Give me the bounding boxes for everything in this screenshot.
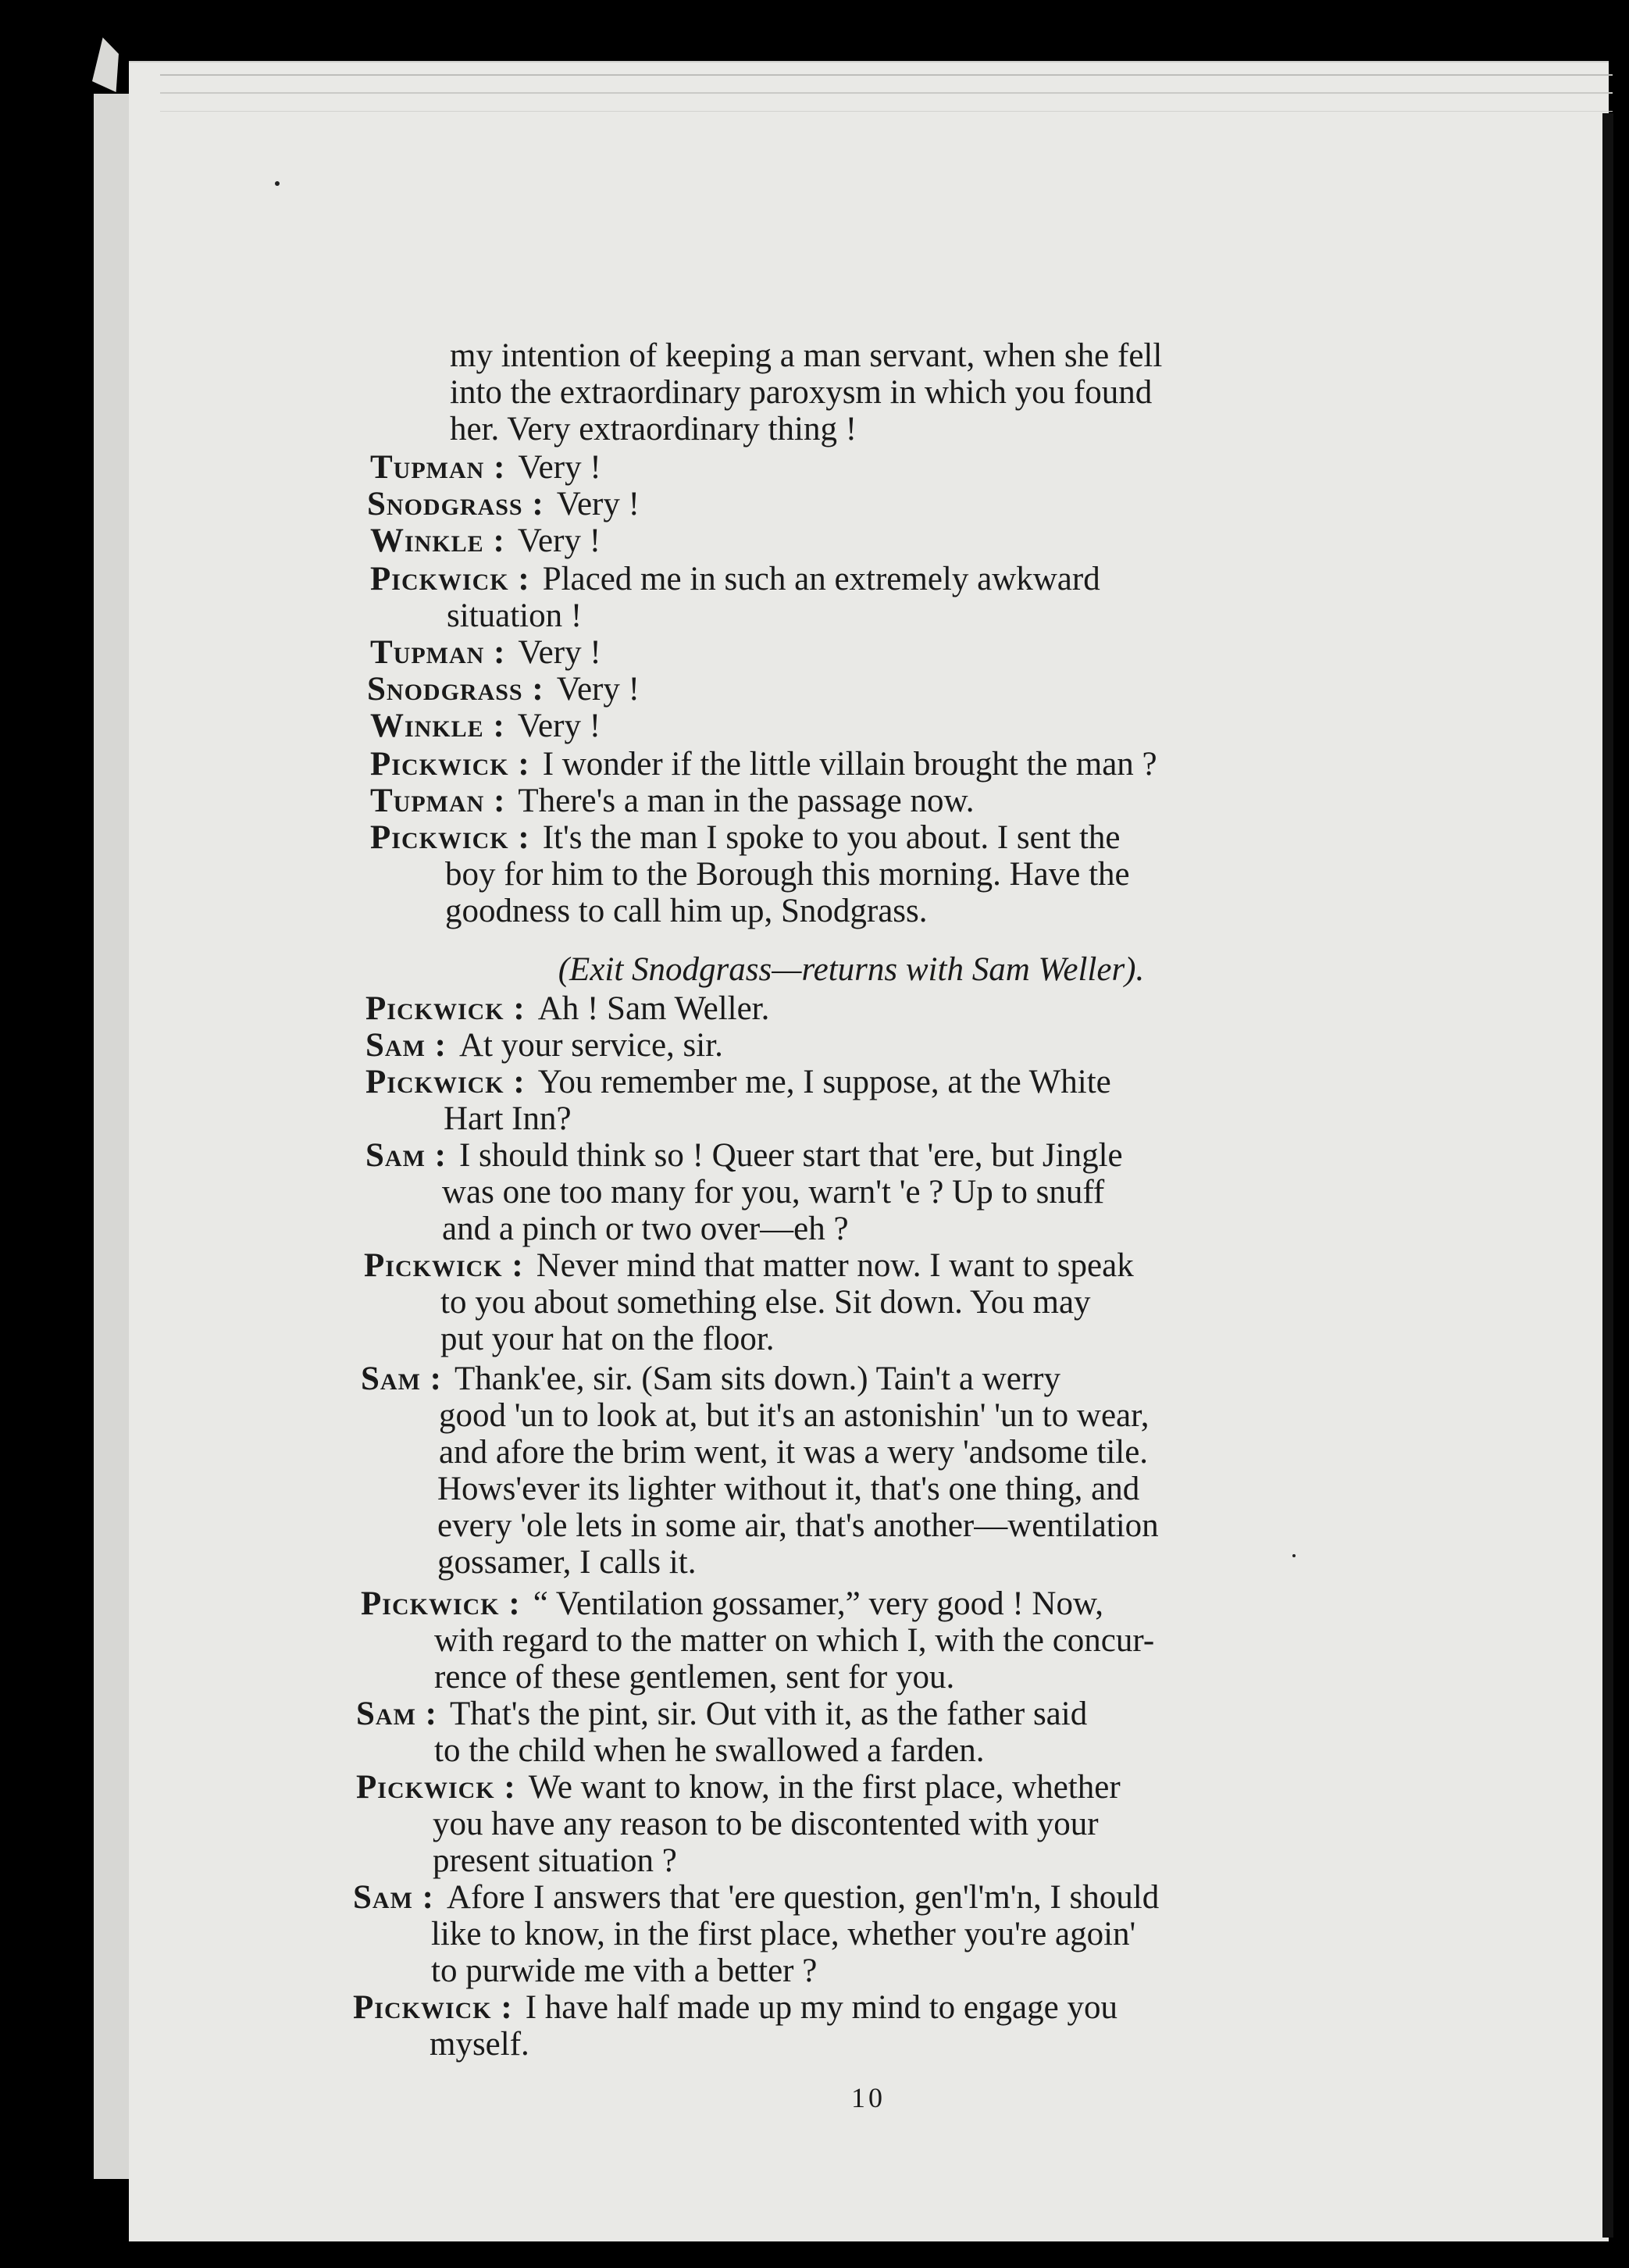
speaker-name: Pickwick : <box>365 1064 526 1100</box>
dialogue-text: I have half made up my mind to engage you <box>525 1989 1117 2026</box>
script-line <box>444 1100 572 1137</box>
dialogue-text: Placed me in such an extremely awkward <box>542 561 1100 597</box>
script-line <box>353 1989 1117 2026</box>
dialogue-text: and afore the brim went, it was a wery 'andsome tile. <box>439 1434 1149 1471</box>
dialogue-text: put your hat on the floor. <box>440 1321 775 1357</box>
speaker-name: Tupman : <box>370 449 506 486</box>
dialogue-text: You remember me, I suppose, at the White <box>537 1064 1111 1100</box>
dialogue-text: Very ! <box>556 671 640 708</box>
speaker-name: Winkle : <box>370 708 505 744</box>
script-line <box>434 1659 954 1696</box>
dialogue-text: gossamer, I calls it. <box>437 1544 697 1581</box>
dialogue-text: Very ! <box>518 634 601 671</box>
speaker-name: Sam : <box>365 1137 447 1174</box>
speaker-name: Pickwick : <box>353 1989 513 2026</box>
speaker-name: Pickwick : <box>361 1585 521 1622</box>
script-line <box>370 783 974 819</box>
dialogue-text: It's the man I spoke to you about. I sent the <box>542 819 1121 856</box>
script-line <box>440 1284 1091 1321</box>
speaker-name: Sam : <box>365 1027 447 1064</box>
script-line <box>370 449 601 486</box>
script-line <box>430 2026 529 2063</box>
script-line <box>433 1842 677 1879</box>
script-line <box>353 1879 1159 1916</box>
speaker-name: Snodgrass : <box>367 486 544 522</box>
script-line <box>370 819 1121 856</box>
script-line <box>445 856 1130 893</box>
script-line <box>365 990 769 1027</box>
dialogue-text: to purwide me vith a better ? <box>431 1952 818 1989</box>
script-line <box>367 671 640 708</box>
script-line <box>450 337 1162 374</box>
script-line <box>431 1952 817 1989</box>
dialogue-text: At your service, sir. <box>458 1027 723 1064</box>
script-line <box>439 1397 1150 1434</box>
script-line <box>365 1027 723 1064</box>
dialogue-text: good 'un to look at, but it's an astonishin' 'un to wear, <box>439 1397 1150 1434</box>
dialogue-text: situation ! <box>447 597 583 634</box>
dialogue-text: my intention of keeping a man servant, when she fell <box>450 337 1163 374</box>
script-line <box>431 1916 1135 1952</box>
speaker-name: Pickwick : <box>356 1769 516 1806</box>
dialogue-text: to you about something else. Sit down. You may <box>440 1284 1091 1321</box>
script-line <box>434 1622 1154 1659</box>
script-line <box>437 1544 696 1581</box>
dialogue-text: her. Very extraordinary thing ! <box>450 411 857 448</box>
script-line <box>445 893 928 929</box>
dialogue-text: boy for him to the Borough this morning. Have the <box>445 856 1130 893</box>
dialogue-text: like to know, in the first place, whether you're agoin' <box>431 1916 1136 1952</box>
dialogue-text: That's the pint, sir. Out vith it, as the father said <box>449 1696 1088 1732</box>
script-line <box>447 597 582 634</box>
script-line <box>356 1769 1121 1806</box>
dialogue-text: goodness to call him up, Snodgrass. <box>445 893 928 929</box>
script-line <box>439 1434 1148 1471</box>
script-line <box>450 411 857 448</box>
dialogue-text: Very ! <box>518 449 601 486</box>
script-line <box>367 486 640 522</box>
dialogue-text: Ah ! Sam Weller. <box>537 990 770 1027</box>
speaker-name: Pickwick : <box>364 1247 524 1284</box>
script-line <box>370 634 601 671</box>
speaker-name: Pickwick : <box>370 746 530 783</box>
script-line <box>370 746 1157 783</box>
stage-direction: (Exit Snodgrass—returns with Sam Weller). <box>558 951 1145 988</box>
dialogue-text: Very ! <box>556 486 640 522</box>
script-line <box>370 522 601 559</box>
script-line <box>370 561 1100 597</box>
speaker-name: Pickwick : <box>370 819 530 856</box>
script-line <box>442 1174 1104 1211</box>
dialogue-text: Hows'ever its lighter without it, that's one thing, and <box>437 1471 1140 1507</box>
speaker-name: Tupman : <box>370 783 506 819</box>
dialogue-text: Never mind that matter now. I want to speak <box>536 1247 1134 1284</box>
script-line <box>364 1247 1134 1284</box>
dialogue-text: I should think so ! Queer start that 'ere, but Jingle <box>458 1137 1123 1174</box>
dialogue-text: was one too many for you, warn't 'e ? Up to snuff <box>442 1174 1105 1211</box>
script-line <box>365 1064 1111 1100</box>
dialogue-text: every 'ole lets in some air, that's another—wentilation <box>437 1507 1159 1544</box>
dialogue-text: There's a man in the passage now. <box>518 783 975 819</box>
speaker-name: Tupman : <box>370 634 506 671</box>
dialogue-text: Thank'ee, sir. (Sam sits down.) Tain't a werry <box>454 1360 1060 1397</box>
script-line <box>370 708 601 744</box>
script-line <box>440 1321 775 1357</box>
script-line <box>442 1211 849 1247</box>
speaker-name: Pickwick : <box>365 990 526 1027</box>
speaker-name: Snodgrass : <box>367 671 544 708</box>
dialogue-text: Very ! <box>517 522 601 559</box>
dialogue-text: you have any reason to be discontented with your <box>433 1806 1099 1842</box>
script-line <box>437 1471 1139 1507</box>
speaker-name: Sam : <box>361 1360 442 1397</box>
dialogue-text: I wonder if the little villain brought the man ? <box>542 746 1157 783</box>
speaker-name: Sam : <box>356 1696 437 1732</box>
dialogue-text: We want to know, in the first place, whether <box>528 1769 1121 1806</box>
dialogue-text: with regard to the matter on which I, with the concur- <box>434 1622 1155 1659</box>
dialogue-text: Afore I answers that 'ere question, gen'l'm'n, I should <box>446 1879 1160 1916</box>
script-line <box>365 1137 1123 1174</box>
script-line <box>361 1585 1103 1622</box>
dialogue-text: present situation ? <box>433 1842 677 1879</box>
speaker-name: Sam : <box>353 1879 434 1916</box>
dialogue-text: “ Ventilation gossamer,” very good ! Now, <box>533 1585 1103 1622</box>
script-line <box>433 1806 1099 1842</box>
page-number: 10 <box>851 2082 886 2113</box>
dialogue-text: into the extraordinary paroxysm in which you found <box>450 374 1153 411</box>
speaker-name: Winkle : <box>370 522 505 559</box>
script-line <box>450 374 1152 411</box>
speaker-name: Pickwick : <box>370 561 530 597</box>
script-line <box>434 1732 984 1769</box>
dialogue-text: to the child when he swallowed a farden. <box>434 1732 985 1769</box>
dialogue-text: rence of these gentlemen, sent for you. <box>434 1659 955 1696</box>
dialogue-text: myself. <box>430 2026 529 2063</box>
script-line <box>356 1696 1087 1732</box>
dialogue-text: Hart Inn? <box>444 1100 572 1137</box>
script-line <box>361 1360 1060 1397</box>
dialogue-text: Very ! <box>517 708 601 744</box>
script-line <box>437 1507 1159 1544</box>
dialogue-text: and a pinch or two over—eh ? <box>442 1211 849 1247</box>
